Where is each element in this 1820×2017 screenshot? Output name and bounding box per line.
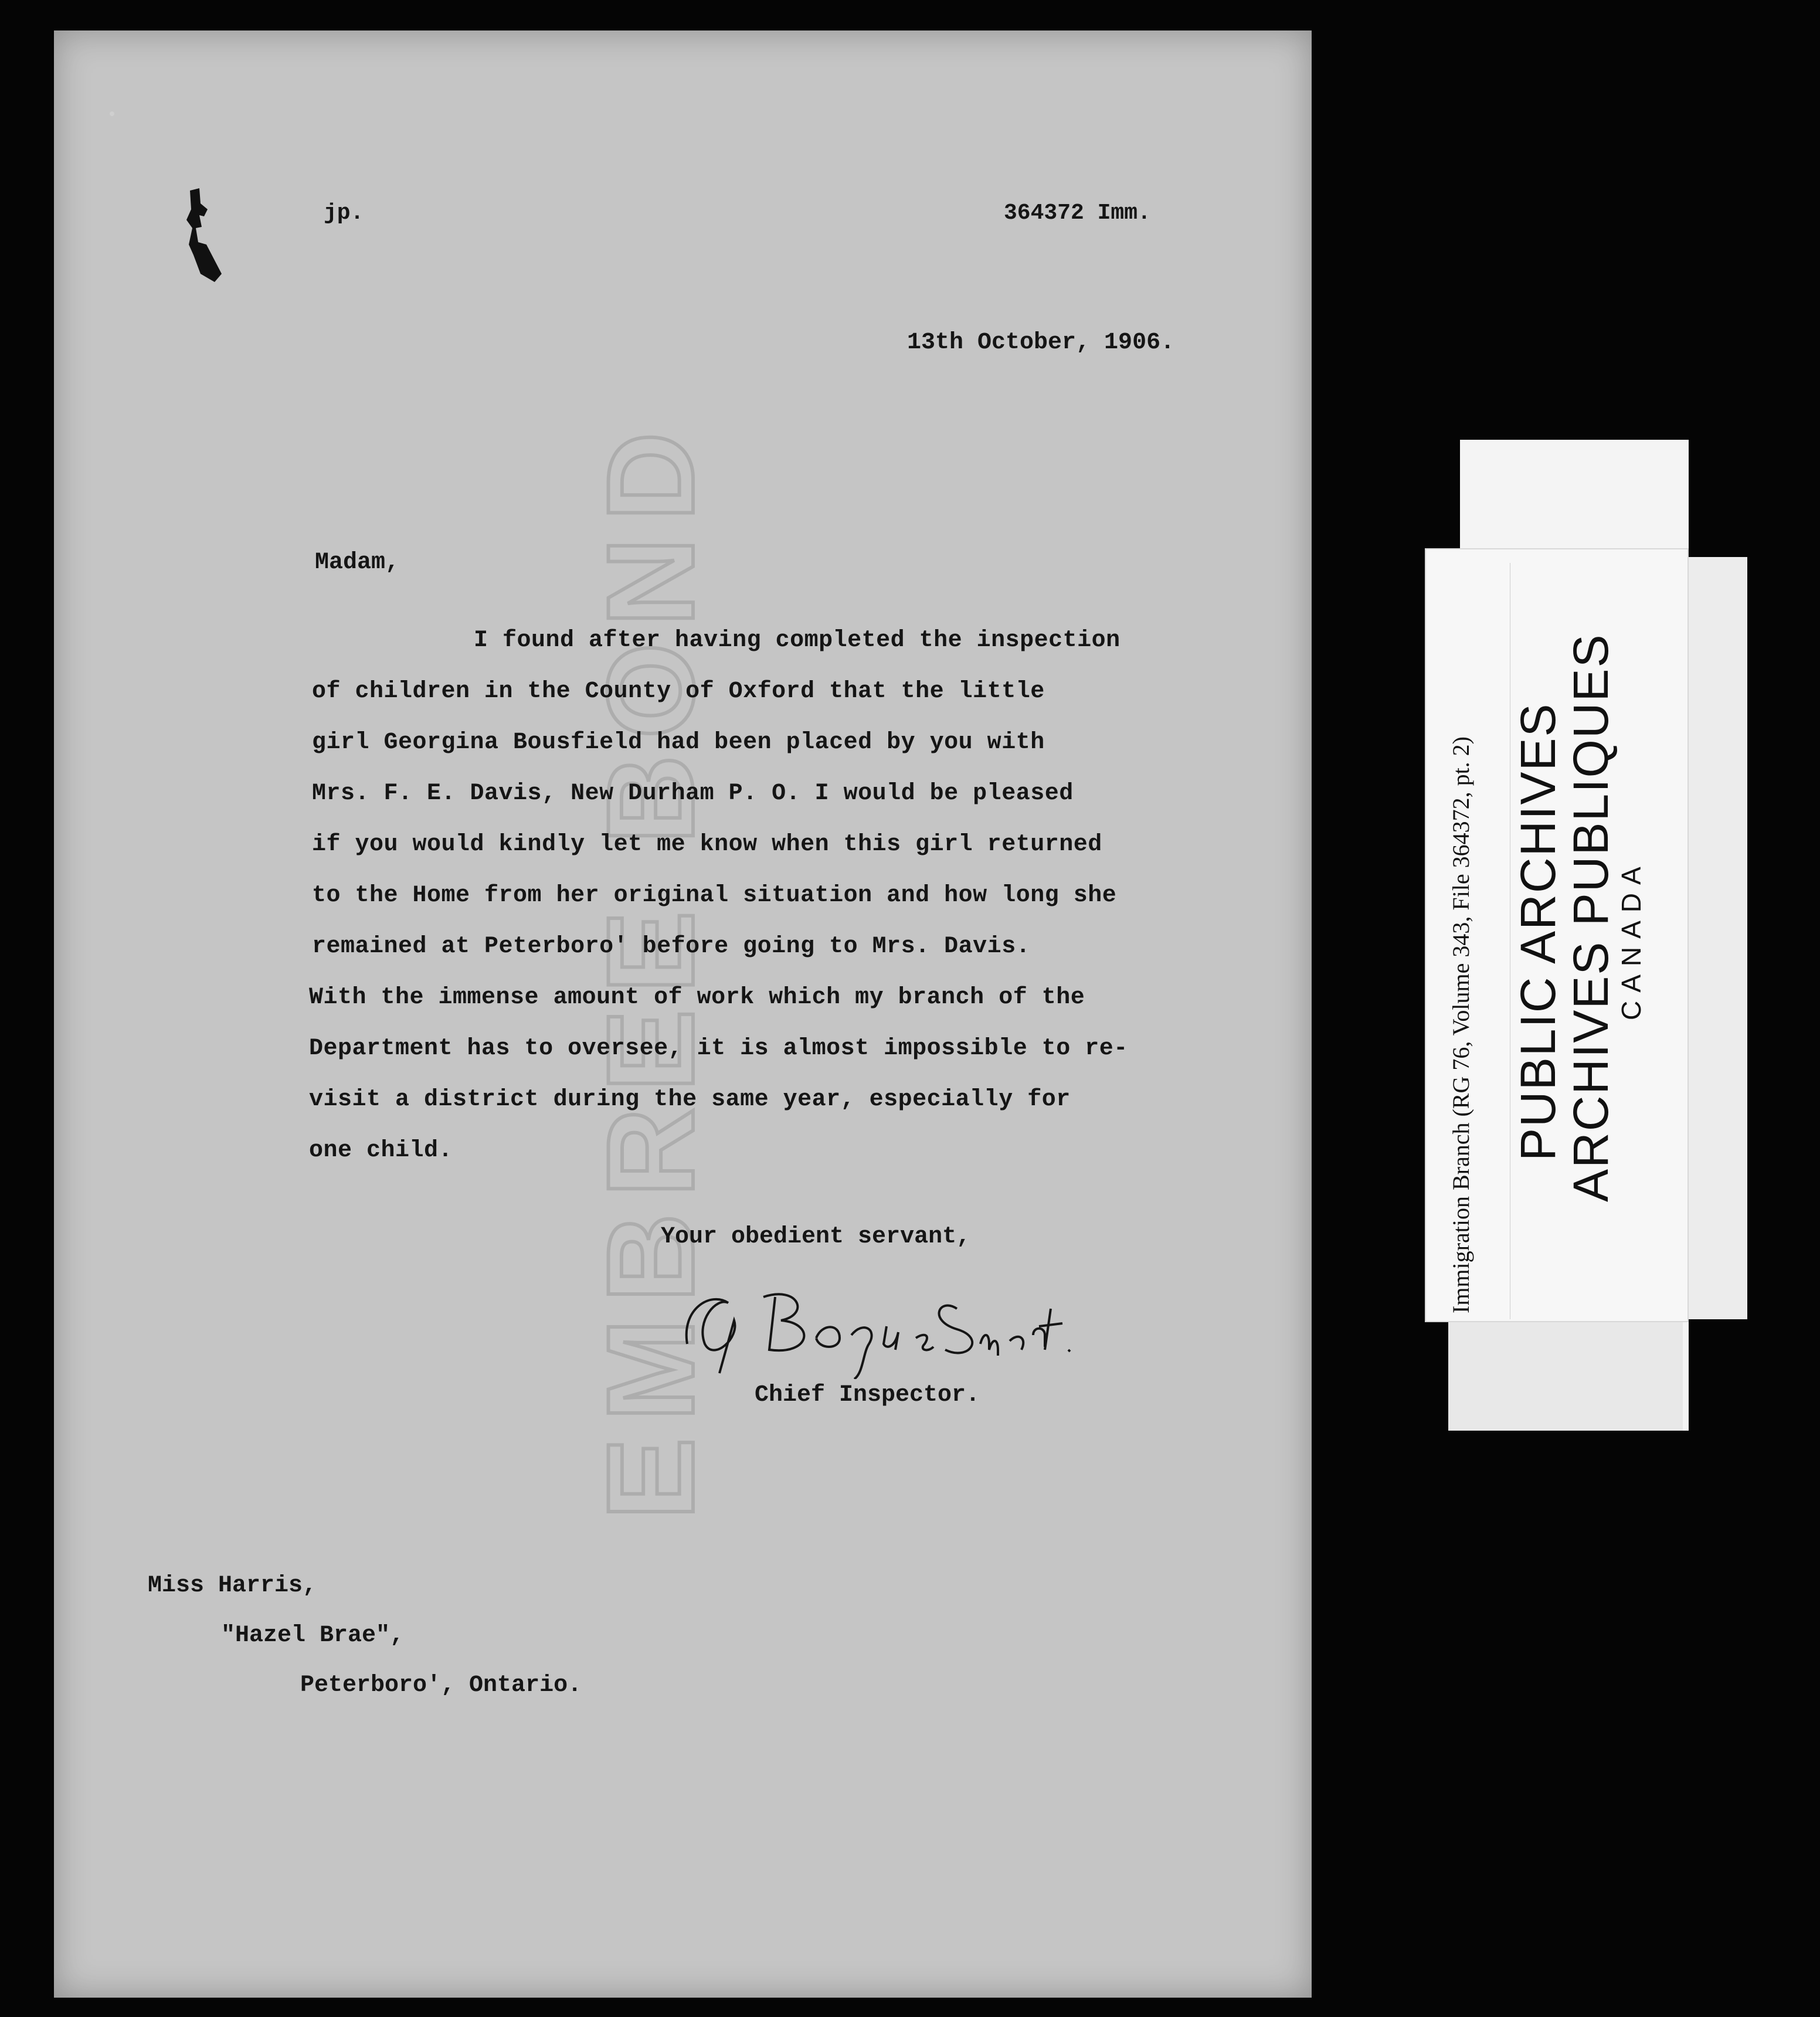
closing: Your obedient servant, (661, 1224, 971, 1250)
body-line-8: With the immense amount of work which my branch of the (309, 984, 1085, 1011)
reference-initials: jp. (324, 201, 364, 226)
letter-date: 13th October, 1906. (907, 330, 1175, 356)
watermark-text: EMBREE BOND (582, 415, 719, 1520)
body-line-7: remained at Peterboro' before going to Mrs. Davis. (312, 933, 1031, 960)
addressee-street: "Hazel Brae", (221, 1622, 405, 1649)
body-line-9: Department has to oversee, it is almost impossible to re- (309, 1035, 1128, 1062)
body-line-2: of children in the County of Oxford that the little (312, 678, 1045, 705)
signer-title: Chief Inspector. (755, 1382, 980, 1408)
archive-label-line-1: PUBLIC ARCHIVES (1510, 702, 1566, 1161)
ink-dot-mark (110, 111, 114, 116)
letter-page (54, 30, 1312, 1998)
addressee-name: Miss Harris, (148, 1573, 317, 1599)
body-line-4: Mrs. F. E. Davis, New Durham P. O. I would be pleased (312, 780, 1074, 807)
body-line-3: girl Georgina Bousfield had been placed by you with (312, 729, 1045, 756)
body-line-6: to the Home from her original situation and how long she (312, 882, 1117, 909)
body-line-11: one child. (309, 1137, 453, 1164)
handwritten-signature (664, 1274, 1086, 1379)
salutation: Madam, (315, 549, 400, 576)
archive-label-line-2: ARCHIVES PUBLIQUES (1563, 633, 1618, 1202)
body-line-10: visit a district during the same year, especially for (309, 1086, 1071, 1113)
archive-label-line-3: CANADA (1616, 858, 1646, 1020)
ink-blot-mark (165, 186, 236, 303)
body-line-1: I found after having completed the inspection (474, 627, 1120, 654)
body-line-5: if you would kindly let me know when this girl returned (312, 831, 1102, 858)
file-number: 364372 Imm. (1004, 201, 1151, 226)
archive-file-reference: Immigration Branch (RG 76, Volume 343, File 364372, pt. 2) (1448, 736, 1474, 1313)
addressee-city: Peterboro', Ontario. (300, 1672, 582, 1699)
archive-side-strip (1683, 557, 1747, 1319)
